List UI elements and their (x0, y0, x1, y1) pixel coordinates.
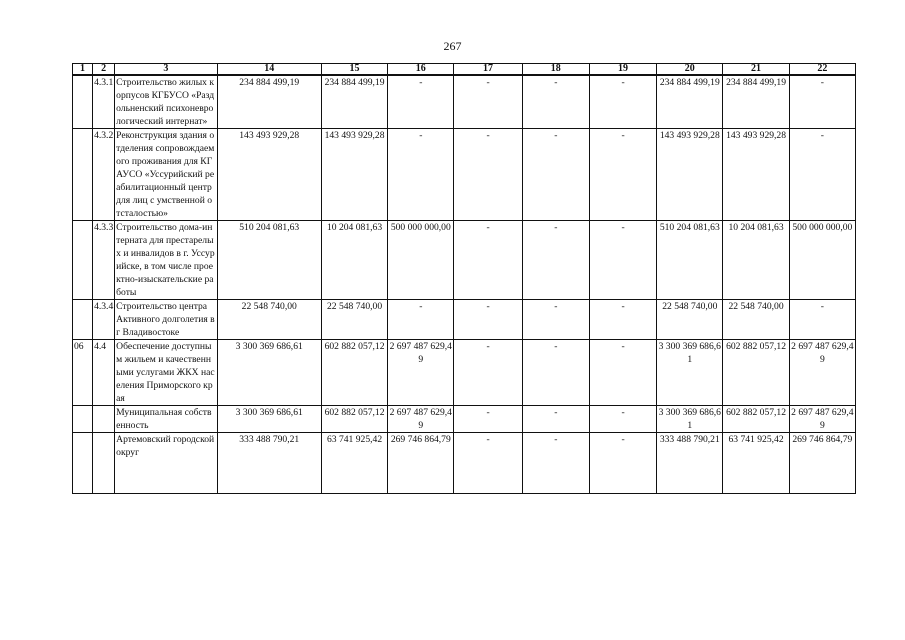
col-18-cell: - (522, 340, 589, 406)
row-code-cell (73, 300, 93, 340)
col-19-cell: - (589, 300, 656, 340)
item-number-cell (93, 433, 115, 494)
column-header: 15 (321, 64, 387, 76)
column-header: 18 (522, 64, 589, 76)
col-14-cell: 3 300 369 686,61 (217, 406, 321, 433)
column-header: 22 (789, 64, 855, 76)
col-19-cell: - (589, 75, 656, 129)
column-header: 2 (93, 64, 115, 76)
column-header: 3 (115, 64, 217, 76)
row-code-cell: 06 (73, 340, 93, 406)
item-name-cell: Строительство дома-интерната для престарелых и инвалидов в г. Уссурийске, в том числе проектно-изыскательские работы (115, 221, 217, 300)
col-20-cell: 333 488 790,21 (657, 433, 723, 494)
col-15-cell: 22 548 740,00 (321, 300, 387, 340)
col-20-cell: 143 493 929,28 (657, 129, 723, 221)
col-22-cell: 2 697 487 629,49 (789, 340, 855, 406)
col-15-cell: 234 884 499,19 (321, 75, 387, 129)
col-19-cell: - (589, 221, 656, 300)
col-14-cell: 3 300 369 686,61 (217, 340, 321, 406)
col-19-cell: - (589, 129, 656, 221)
col-15-cell: 143 493 929,28 (321, 129, 387, 221)
col-17-cell: - (454, 221, 522, 300)
item-name-cell: Артемовский городской округ (115, 433, 217, 494)
col-16-cell: - (388, 129, 454, 221)
item-name-cell: Строительство жилых корпусов КГБУСО «Раздольненский психоневрологический интернат» (115, 75, 217, 129)
item-number-cell: 4.4 (93, 340, 115, 406)
row-code-cell (73, 433, 93, 494)
col-16-cell: - (388, 300, 454, 340)
col-17-cell: - (454, 340, 522, 406)
col-15-cell: 602 882 057,12 (321, 340, 387, 406)
col-15-cell: 63 741 925,42 (321, 433, 387, 494)
column-header: 1 (73, 64, 93, 76)
col-21-cell: 22 548 740,00 (723, 300, 789, 340)
item-number-cell: 4.3.2 (93, 129, 115, 221)
budget-table (72, 63, 856, 494)
column-header: 21 (723, 64, 789, 76)
table-row (73, 433, 856, 494)
table-row (73, 406, 856, 433)
col-22-cell: - (789, 129, 855, 221)
table-header-row (73, 64, 856, 76)
col-20-cell: 22 548 740,00 (657, 300, 723, 340)
table-row (73, 129, 856, 221)
item-number-cell (93, 406, 115, 433)
col-20-cell: 234 884 499,19 (657, 75, 723, 129)
item-number-cell: 4.3.1 (93, 75, 115, 129)
col-18-cell: - (522, 433, 589, 494)
col-15-cell: 10 204 081,63 (321, 221, 387, 300)
col-18-cell: - (522, 75, 589, 129)
col-20-cell: 3 300 369 686,61 (658, 407, 721, 431)
item-name-cell: Реконструкция здания отделения сопровождаемого проживания для КГАУСО «Уссурийский реабилитационный центр для лиц с умственной отсталостью» (115, 129, 217, 221)
col-16-cell: 269 746 864,79 (388, 433, 454, 494)
row-code-cell (73, 129, 93, 221)
col-16-cell: 2 697 487 629,49 (389, 407, 452, 431)
row-code-cell (73, 75, 93, 129)
col-22-cell: 2 697 487 629,49 (791, 407, 854, 431)
col-17-cell: - (454, 300, 522, 340)
row-code-cell (73, 221, 93, 300)
column-header: 14 (217, 64, 321, 76)
col-21-cell: 63 741 925,42 (723, 433, 789, 494)
col-22-cell: - (789, 75, 855, 129)
col-21-cell: 234 884 499,19 (723, 75, 789, 129)
col-15-cell: 602 882 057,12 (321, 406, 387, 433)
col-17-cell: - (454, 129, 522, 221)
item-number-cell: 4.3.3 (93, 221, 115, 300)
col-16-cell: 500 000 000,00 (388, 221, 454, 300)
table-row (73, 221, 856, 300)
col-21-cell: 143 493 929,28 (723, 129, 789, 221)
col-19-cell: - (589, 340, 656, 406)
col-17-cell: - (454, 406, 522, 433)
col-14-cell: 333 488 790,21 (217, 433, 321, 494)
col-16-cell: - (388, 75, 454, 129)
col-14-cell: 143 493 929,28 (217, 129, 321, 221)
col-17-cell: - (454, 75, 522, 129)
column-header: 19 (589, 64, 656, 76)
col-14-cell: 234 884 499,19 (217, 75, 321, 129)
item-number-cell: 4.3.4 (93, 300, 115, 340)
col-14-cell: 22 548 740,00 (217, 300, 321, 340)
col-21-cell: 602 882 057,12 (723, 340, 789, 406)
col-19-cell: - (589, 433, 656, 494)
page-number: 267 (443, 39, 462, 53)
item-name-cell: Муниципальная собственность (115, 406, 217, 433)
col-22-cell: 500 000 000,00 (789, 221, 855, 300)
table-row (73, 340, 856, 406)
col-22-cell: - (789, 300, 855, 340)
col-19-cell: - (589, 406, 656, 433)
row-code-cell (73, 406, 93, 433)
column-header: 16 (388, 64, 454, 76)
table-row (73, 300, 856, 340)
col-22-cell: 269 746 864,79 (789, 433, 855, 494)
col-18-cell: - (522, 406, 589, 433)
item-name-cell: Обеспечение доступным жильем и качественными услугами ЖКХ населения Приморского края (115, 340, 217, 406)
item-name-cell: Строительство центра Активного долголетия в г Владивостоке (115, 300, 217, 340)
col-21-cell: 602 882 057,12 (723, 406, 789, 433)
column-header: 20 (657, 64, 723, 76)
col-16-cell: 2 697 487 629,49 (388, 340, 454, 406)
col-14-cell: 510 204 081,63 (217, 221, 321, 300)
col-17-cell: - (454, 433, 522, 494)
col-21-cell: 10 204 081,63 (723, 221, 789, 300)
col-18-cell: - (522, 221, 589, 300)
col-20-cell: 510 204 081,63 (657, 221, 723, 300)
column-header: 17 (454, 64, 522, 76)
col-20-cell: 3 300 369 686,61 (657, 340, 723, 406)
col-18-cell: - (522, 300, 589, 340)
table-row (73, 75, 856, 129)
col-18-cell: - (522, 129, 589, 221)
